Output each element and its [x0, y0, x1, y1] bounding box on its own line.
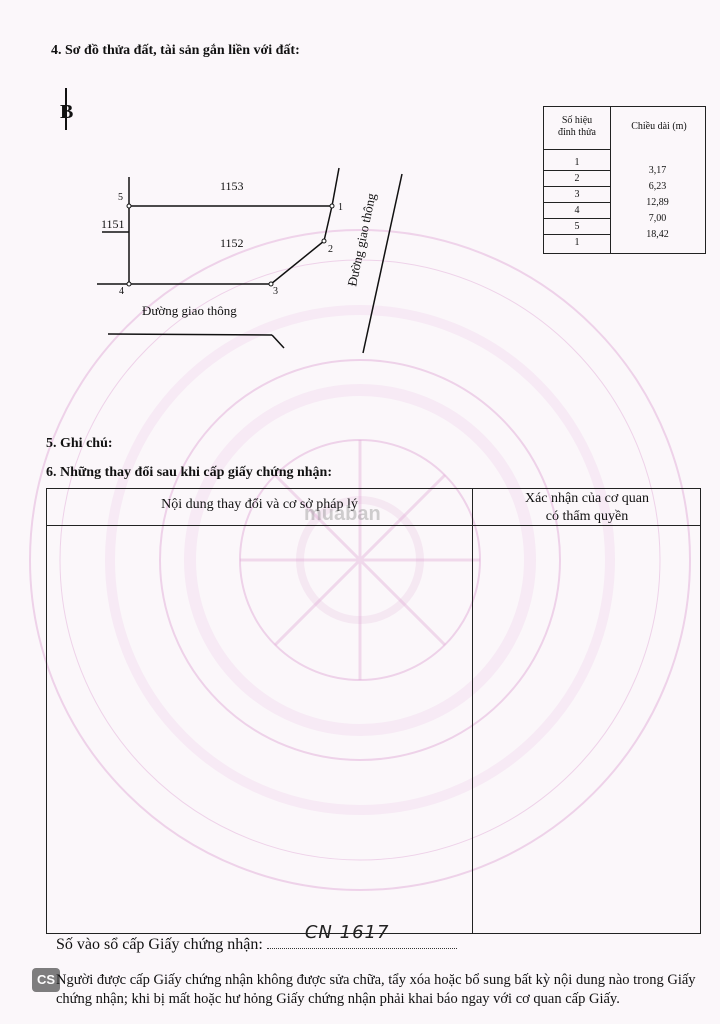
- section-4-title: 4. Sơ đồ thửa đất, tài sản gắn liền với đất:: [51, 43, 300, 58]
- point-3-label: 3: [273, 286, 278, 297]
- length-value: 7,00: [648, 213, 667, 224]
- registry-label: Số vào sổ cấp Giấy chứng nhận:: [56, 936, 263, 953]
- point-row: 2: [544, 171, 610, 187]
- registry-value: CN 1617: [304, 922, 390, 943]
- length-value: 6,23: [648, 181, 667, 192]
- changes-content-header: Nội dung thay đổi và cơ sở pháp lý: [161, 497, 358, 512]
- point-row: 1: [574, 237, 580, 248]
- authority-confirmation-header: Xác nhận của cơ quan có thẩm quyền: [524, 491, 649, 524]
- length-value: 3,17: [648, 165, 667, 176]
- north-symbol: B: [60, 101, 74, 123]
- parcel-1152-label: 1152: [220, 236, 244, 250]
- point-row: 5: [544, 219, 610, 235]
- road-right-label: Đường giao thông: [344, 191, 379, 288]
- point-row: 3: [544, 187, 610, 203]
- parcel-1153-label: 1153: [220, 179, 244, 193]
- point-4-label: 4: [119, 286, 124, 297]
- point-1-label: 1: [338, 202, 343, 213]
- camscanner-logo: CS: [32, 968, 60, 992]
- north-arrow-icon: [60, 88, 73, 130]
- length-value: 18,42: [646, 229, 669, 240]
- changes-table: [46, 488, 701, 934]
- footnote-text: Người được cấp Giấy chứng nhận không được sửa chữa, tẩy xóa hoặc bổ sung bất kỳ nội dung nào trong Giấy chứng nhận; khi bị mất hoặc hư hỏng Giấy chứng nhận phải khai báo ngay với cơ quan cấp Giấy.: [56, 972, 696, 1007]
- point-5-label: 5: [118, 192, 123, 203]
- registry-number-line: [56, 922, 457, 954]
- point-2-label: 2: [328, 244, 333, 255]
- point-row: 1: [544, 155, 610, 171]
- watermark-text: muaban: [304, 503, 381, 525]
- parcel-1151-label: 1151: [101, 217, 125, 231]
- point-number-header: Số hiệu đỉnh thửa: [558, 115, 596, 138]
- section-6-title: 6. Những thay đổi sau khi cấp giấy chứng nhận:: [46, 465, 333, 480]
- section-5-title: 5. Ghi chú:: [46, 436, 113, 451]
- boundary-length-table: [543, 106, 706, 254]
- point-row: 4: [544, 203, 610, 219]
- length-value: 12,89: [646, 197, 669, 208]
- road-bottom-label: Đường giao thông: [142, 303, 237, 318]
- length-header: Chiều dài (m): [631, 121, 687, 132]
- registry-dots: [267, 922, 457, 949]
